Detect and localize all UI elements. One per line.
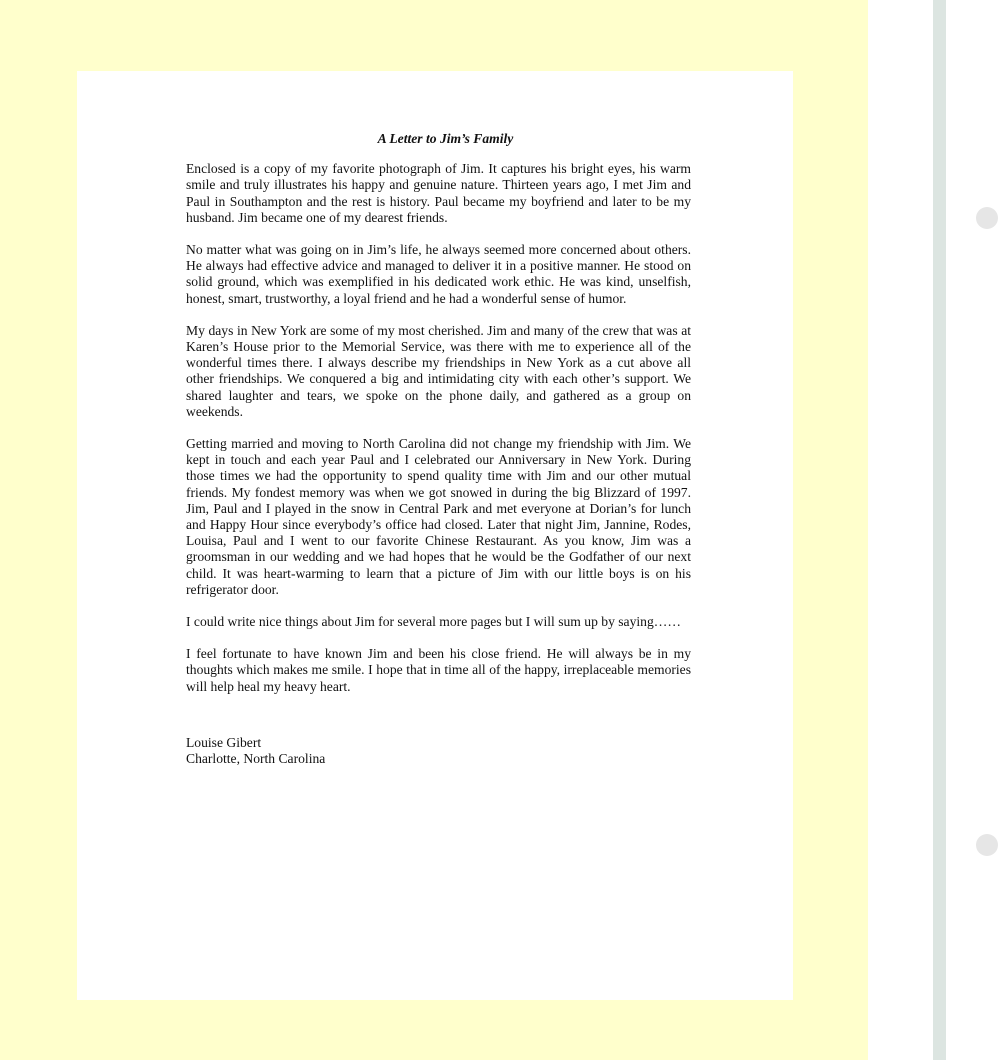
letter-paragraph-5: I could write nice things about Jim for several more pages but I will sum up by saying…… [186,614,681,630]
binder-hole-upper [976,207,998,229]
letter-paragraph-6: I feel fortunate to have known Jim and been his close friend. He will always be in my thoughts which makes me smile. I hope that in time all of the happy, irreplaceable memories will help heal my heavy heart. [186,646,691,694]
vertical-scrollbar[interactable] [933,0,946,1060]
letter-paragraph-2: No matter what was going on in Jim’s life, he always seemed more concerned about others. He always had effective advice and managed to deliver it in a positive manner. He stood on solid ground, which was exemplified in his dedicated work ethic. He was kind, unselfish, honest, smart, trustworthy, a loyal friend and he had a wonderful sense of humor. [186,242,691,306]
signature-block [186,735,691,768]
letter-body [186,131,691,768]
letter-title: A Letter to Jim’s Family [377,131,514,146]
document-page [77,71,793,1000]
letter-paragraph-3: My days in New York are some of my most cherished. Jim and many of the crew that was at Karen’s House prior to the Memorial Service, was there with me to experience all of the wonderful times there. I always describe my friendships in New York as a cut above all other friendships. We conquered a big and intimidating city with each other’s support. We shared laughter and tears, we spoke on the phone daily, and gathered as a group on weekends. [186,322,691,419]
signature-name: Louise Gibert [186,734,262,750]
binder-hole-lower [976,834,998,856]
signature-location: Charlotte, North Carolina [186,751,326,767]
letter-paragraph-1: Enclosed is a copy of my favorite photograph of Jim. It captures his bright eyes, his warm smile and truly illustrates his happy and genuine nature. Thirteen years ago, I met Jim and Paul in Southampton and the rest is history. Paul became my boyfriend and later to be my husband. Jim became one of my dearest friends. [186,161,691,225]
letter-paragraph-4: Getting married and moving to North Carolina did not change my friendship with Jim. We kept in touch and each year Paul and I celebrated our Anniversary in New York. During those times we had the opportunity to spend quality time with Jim and our other mutual friends. My fondest memory was when we got snowed in during the big Blizzard of 1997. Jim, Paul and I played in the snow in Central Park and met everyone at Dorian’s for lunch and Happy Hour since everybody’s office had closed. Later that night Jim, Jannine, Rodes, Louisa, Paul and I went to our favorite Chinese Restaurant. As you know, Jim was a groomsman in our wedding and we had hopes that he would be the Godfather of our next child. It was heart-warming to learn that a picture of Jim with our little boys is on his refrigerator door. [186,436,691,597]
